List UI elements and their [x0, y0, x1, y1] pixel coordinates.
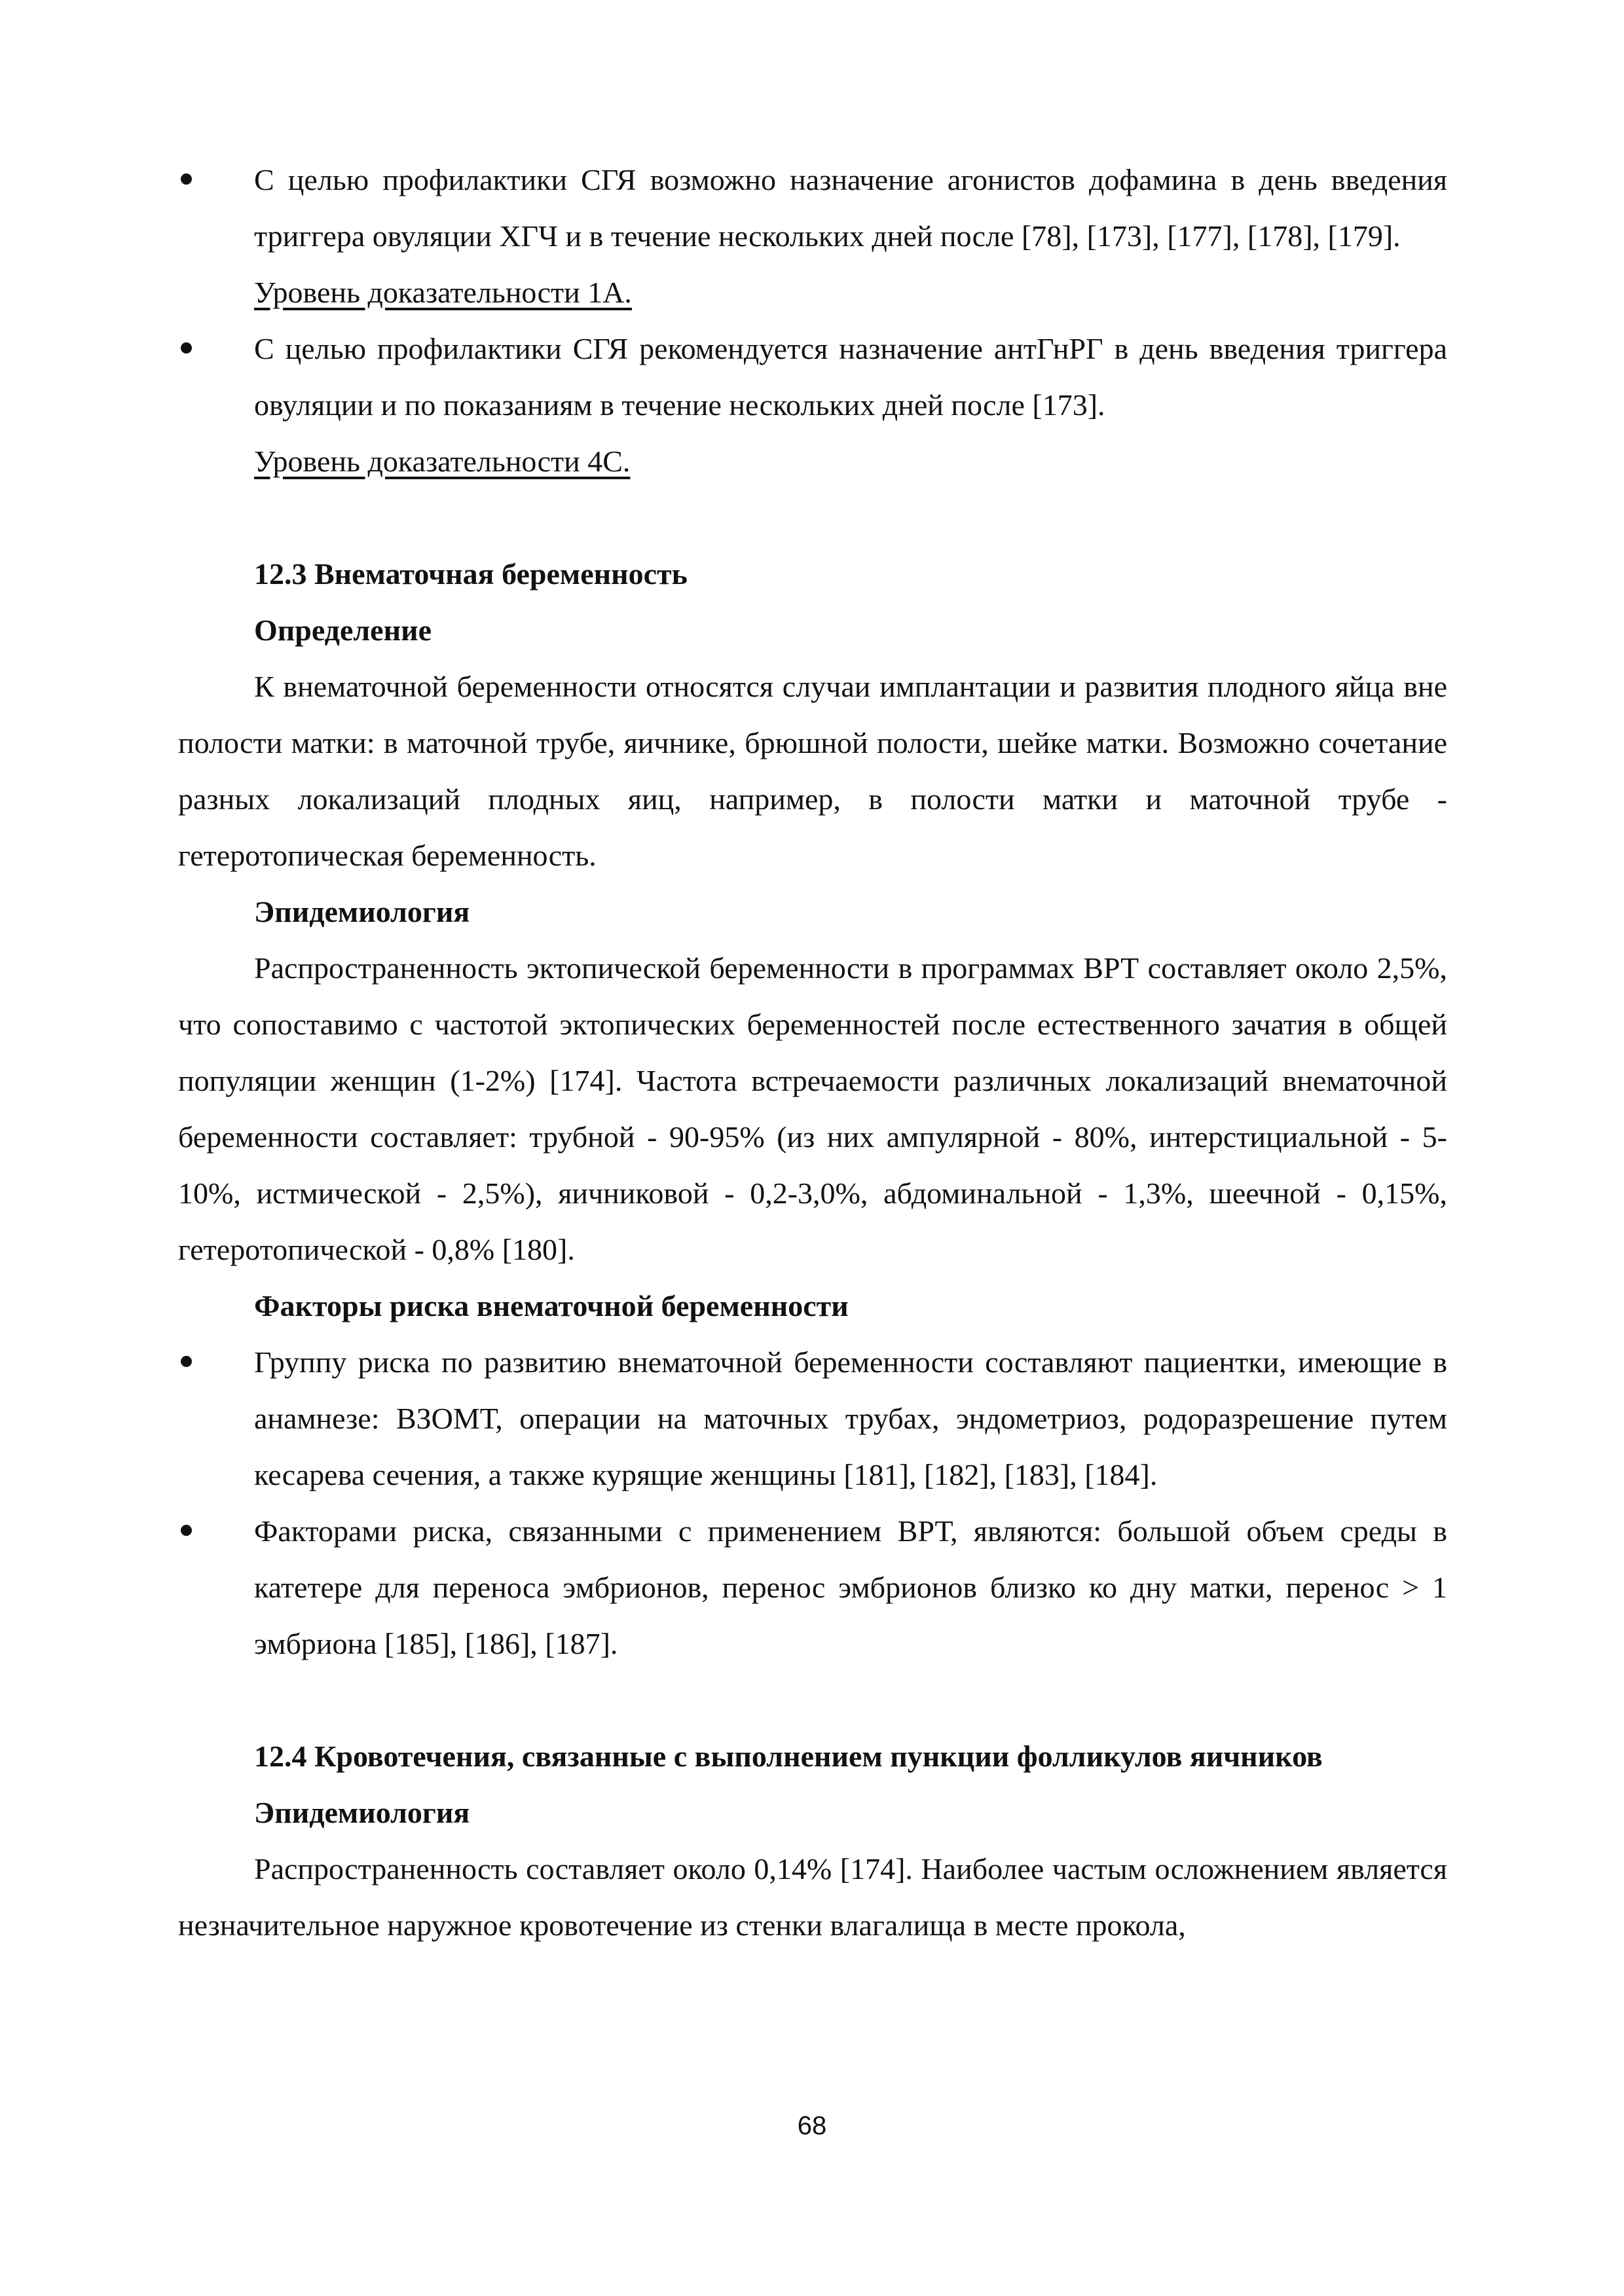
subheading-definition: Определение: [254, 613, 432, 647]
page-content: [178, 152, 1447, 1954]
subheading-epidemiology: Эпидемиология: [254, 1796, 470, 1829]
spacer: [178, 490, 1447, 546]
list-item: [178, 1503, 1447, 1672]
epidemiology-paragraph: Распространенность составляет около 0,14% [174]. Наиболее частым осложнением является незначительное наружное кровотечение из стенки влагалища в месте прокола,: [178, 1852, 1447, 1942]
definition-paragraph: К внематочной беременности относятся случаи имплантации и развития плодного яйца вне полости матки: в маточной трубе, яичнике, брюшной полости, шейке матки. Возможно сочетание разных локализаций плодных яиц, например, в полости матки и маточной трубе - гетеротопическая беременность.: [178, 670, 1447, 872]
bullet-icon: [181, 173, 192, 185]
bullet-text: Факторами риска, связанными с применением ВРТ, являются: большой объем среды в катетере для переноса эмбрионов, перенос эмбрионов близко ко дну матки, перенос > 1 эмбриона [185], [186], [187].: [254, 1514, 1447, 1660]
spacer: [178, 1672, 1447, 1728]
bullet-icon: [181, 342, 192, 354]
bullet-text: С целью профилактики СГЯ рекомендуется назначение антГнРГ в день введения триггера овуляции и по показаниям в течение нескольких дней после [173].: [254, 332, 1447, 422]
list-item: [178, 321, 1447, 433]
list-item: [178, 1334, 1447, 1503]
list-item: [178, 152, 1447, 264]
bullet-icon: [181, 1356, 192, 1367]
bullet-text: С целью профилактики СГЯ возможно назначение агонистов дофамина в день введения триггера овуляции ХГЧ и в течение нескольких дней после [78], [173], [177], [178], [179].: [254, 163, 1447, 253]
evidence-level: Уровень доказательности 1А.: [254, 276, 632, 309]
epidemiology-paragraph: Распространенность эктопической беременности в программах ВРТ составляет около 2,5%, что сопоставимо с частотой эктопических беременностей после естественного зачатия в общей популяции женщин (1-2%) [174]. Частота встречаемости различных локализаций внематочной беременности составляет: трубной - 90-95% (из них ампулярной - 80%, интерстициальной - 5-10%, истмической - 2,5%), яичниковой - 0,2-3,0%, абдоминальной - 1,3%, шеечной - 0,15%, гетеротопической - 0,8% [180].: [178, 951, 1447, 1266]
bullet-icon: [181, 1525, 192, 1536]
subheading-risk-factors: Факторы риска внематочной беременности: [254, 1289, 849, 1322]
section-title: 12.4 Кровотечения, связанные с выполнением пункции фолликулов яичников: [254, 1740, 1323, 1773]
page-number: 68: [797, 2111, 827, 2140]
bullet-text: Группу риска по развитию внематочной беременности составляют пациентки, имеющие в анамнезе: ВЗОМТ, операции на маточных трубах, эндометриоз, родоразрешение путем кесарева сечения, а также курящие женщины [181], [182], [183], [184].: [254, 1345, 1447, 1491]
evidence-level: Уровень доказательности 4С.: [254, 445, 631, 478]
section-title: 12.3 Внематочная беременность: [254, 557, 688, 591]
subheading-epidemiology: Эпидемиология: [254, 895, 470, 928]
